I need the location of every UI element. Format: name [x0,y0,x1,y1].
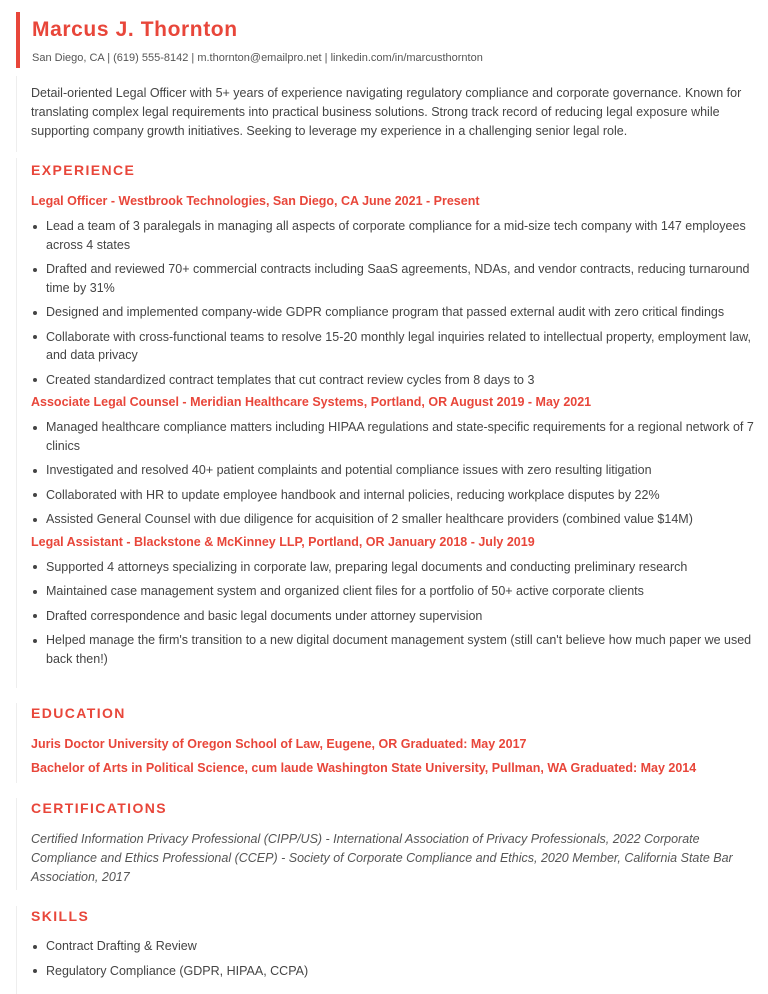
list-item: Managed healthcare compliance matters including HIPAA regulations and state-specific requirements for a regional network of 7 clinics [31,418,756,455]
education-item: Bachelor of Arts in Political Science, cum laude Washington State University, Pullman, WA Graduated: May 2014 [31,761,697,775]
list-item: Helped manage the firm's transition to a new digital document management system (still can't believe how much paper we used back then!) [31,631,756,668]
certifications-text: Certified Information Privacy Professional (CIPP/US) - International Association of Privacy Professionals, 2022 Corporate Compliance and Ethics Professional (CCEP) - Society of Corporate Compliance and Ethics, 2020 Member, California State Bar Association, 2017 [31,832,733,884]
list-item: Maintained case management system and organized client files for a portfolio of 50+ active corporate clients [31,582,756,601]
certifications-section [16,798,756,890]
section-title-skills: SKILLS [31,908,90,924]
list-item: Collaborate with cross-functional teams to resolve 15-20 monthly legal inquiries related to intellectual property, employment law, and data privacy [31,328,756,365]
education-item: Juris Doctor University of Oregon School of Law, Eugene, OR Graduated: May 2017 [31,737,527,751]
job-heading: Legal Officer - Westbrook Technologies, San Diego, CA June 2021 - Present [31,194,480,208]
list-item: Designed and implemented company-wide GDPR compliance program that passed external audit with zero critical findings [31,303,756,322]
list-item: Regulatory Compliance (GDPR, HIPAA, CCPA) [31,962,756,981]
list-item: Drafted and reviewed 70+ commercial contracts including SaaS agreements, NDAs, and vendor contracts, reducing turnaround time by 31% [31,260,756,297]
list-item: Supported 4 attorneys specializing in corporate law, preparing legal documents and conducting preliminary research [31,558,756,577]
skills-section [16,906,756,994]
job-heading: Associate Legal Counsel - Meridian Healthcare Systems, Portland, OR August 2019 - May 2021 [31,395,592,409]
list-item: Drafted correspondence and basic legal documents under attorney supervision [31,607,756,626]
experience-section [16,158,756,688]
candidate-name: Marcus J. Thornton [32,18,238,41]
education-section [16,703,756,783]
list-item: Assisted General Counsel with due diligence for acquisition of 2 smaller healthcare providers (combined value $14M) [31,510,756,529]
contact-line: San Diego, CA | (619) 555-8142 | m.thornton@emailpro.net | linkedin.com/in/marcusthornton [32,52,483,64]
section-title-education: EDUCATION [31,705,126,721]
resume-header [16,12,756,68]
professional-summary: Detail-oriented Legal Officer with 5+ years of experience navigating regulatory compliance and corporate governance. Known for translating complex legal requirements into practical business solutions. Strong track record of reducing legal exposure while supporting company growth initiatives. Seeking to leverage my experience in a challenging senior legal role. [16,76,756,152]
list-item: Collaborated with HR to update employee handbook and internal policies, reducing workplace disputes by 22% [31,486,756,505]
job-bullets [31,558,756,669]
list-item: Created standardized contract templates that cut contract review cycles from 8 days to 3 [31,371,756,390]
list-item: Contract Drafting & Review [31,937,756,956]
section-title-certifications: CERTIFICATIONS [31,800,168,816]
list-item: Lead a team of 3 paralegals in managing all aspects of corporate compliance for a mid-size tech company with 147 employees across 4 states [31,217,756,254]
section-title-experience: EXPERIENCE [31,162,136,178]
job-heading: Legal Assistant - Blackstone & McKinney LLP, Portland, OR January 2018 - July 2019 [31,534,535,549]
list-item: Investigated and resolved 40+ patient complaints and potential compliance issues with zero resulting litigation [31,461,756,480]
job-bullets [31,418,756,529]
job-bullets [31,217,756,389]
skills-list [31,937,756,980]
